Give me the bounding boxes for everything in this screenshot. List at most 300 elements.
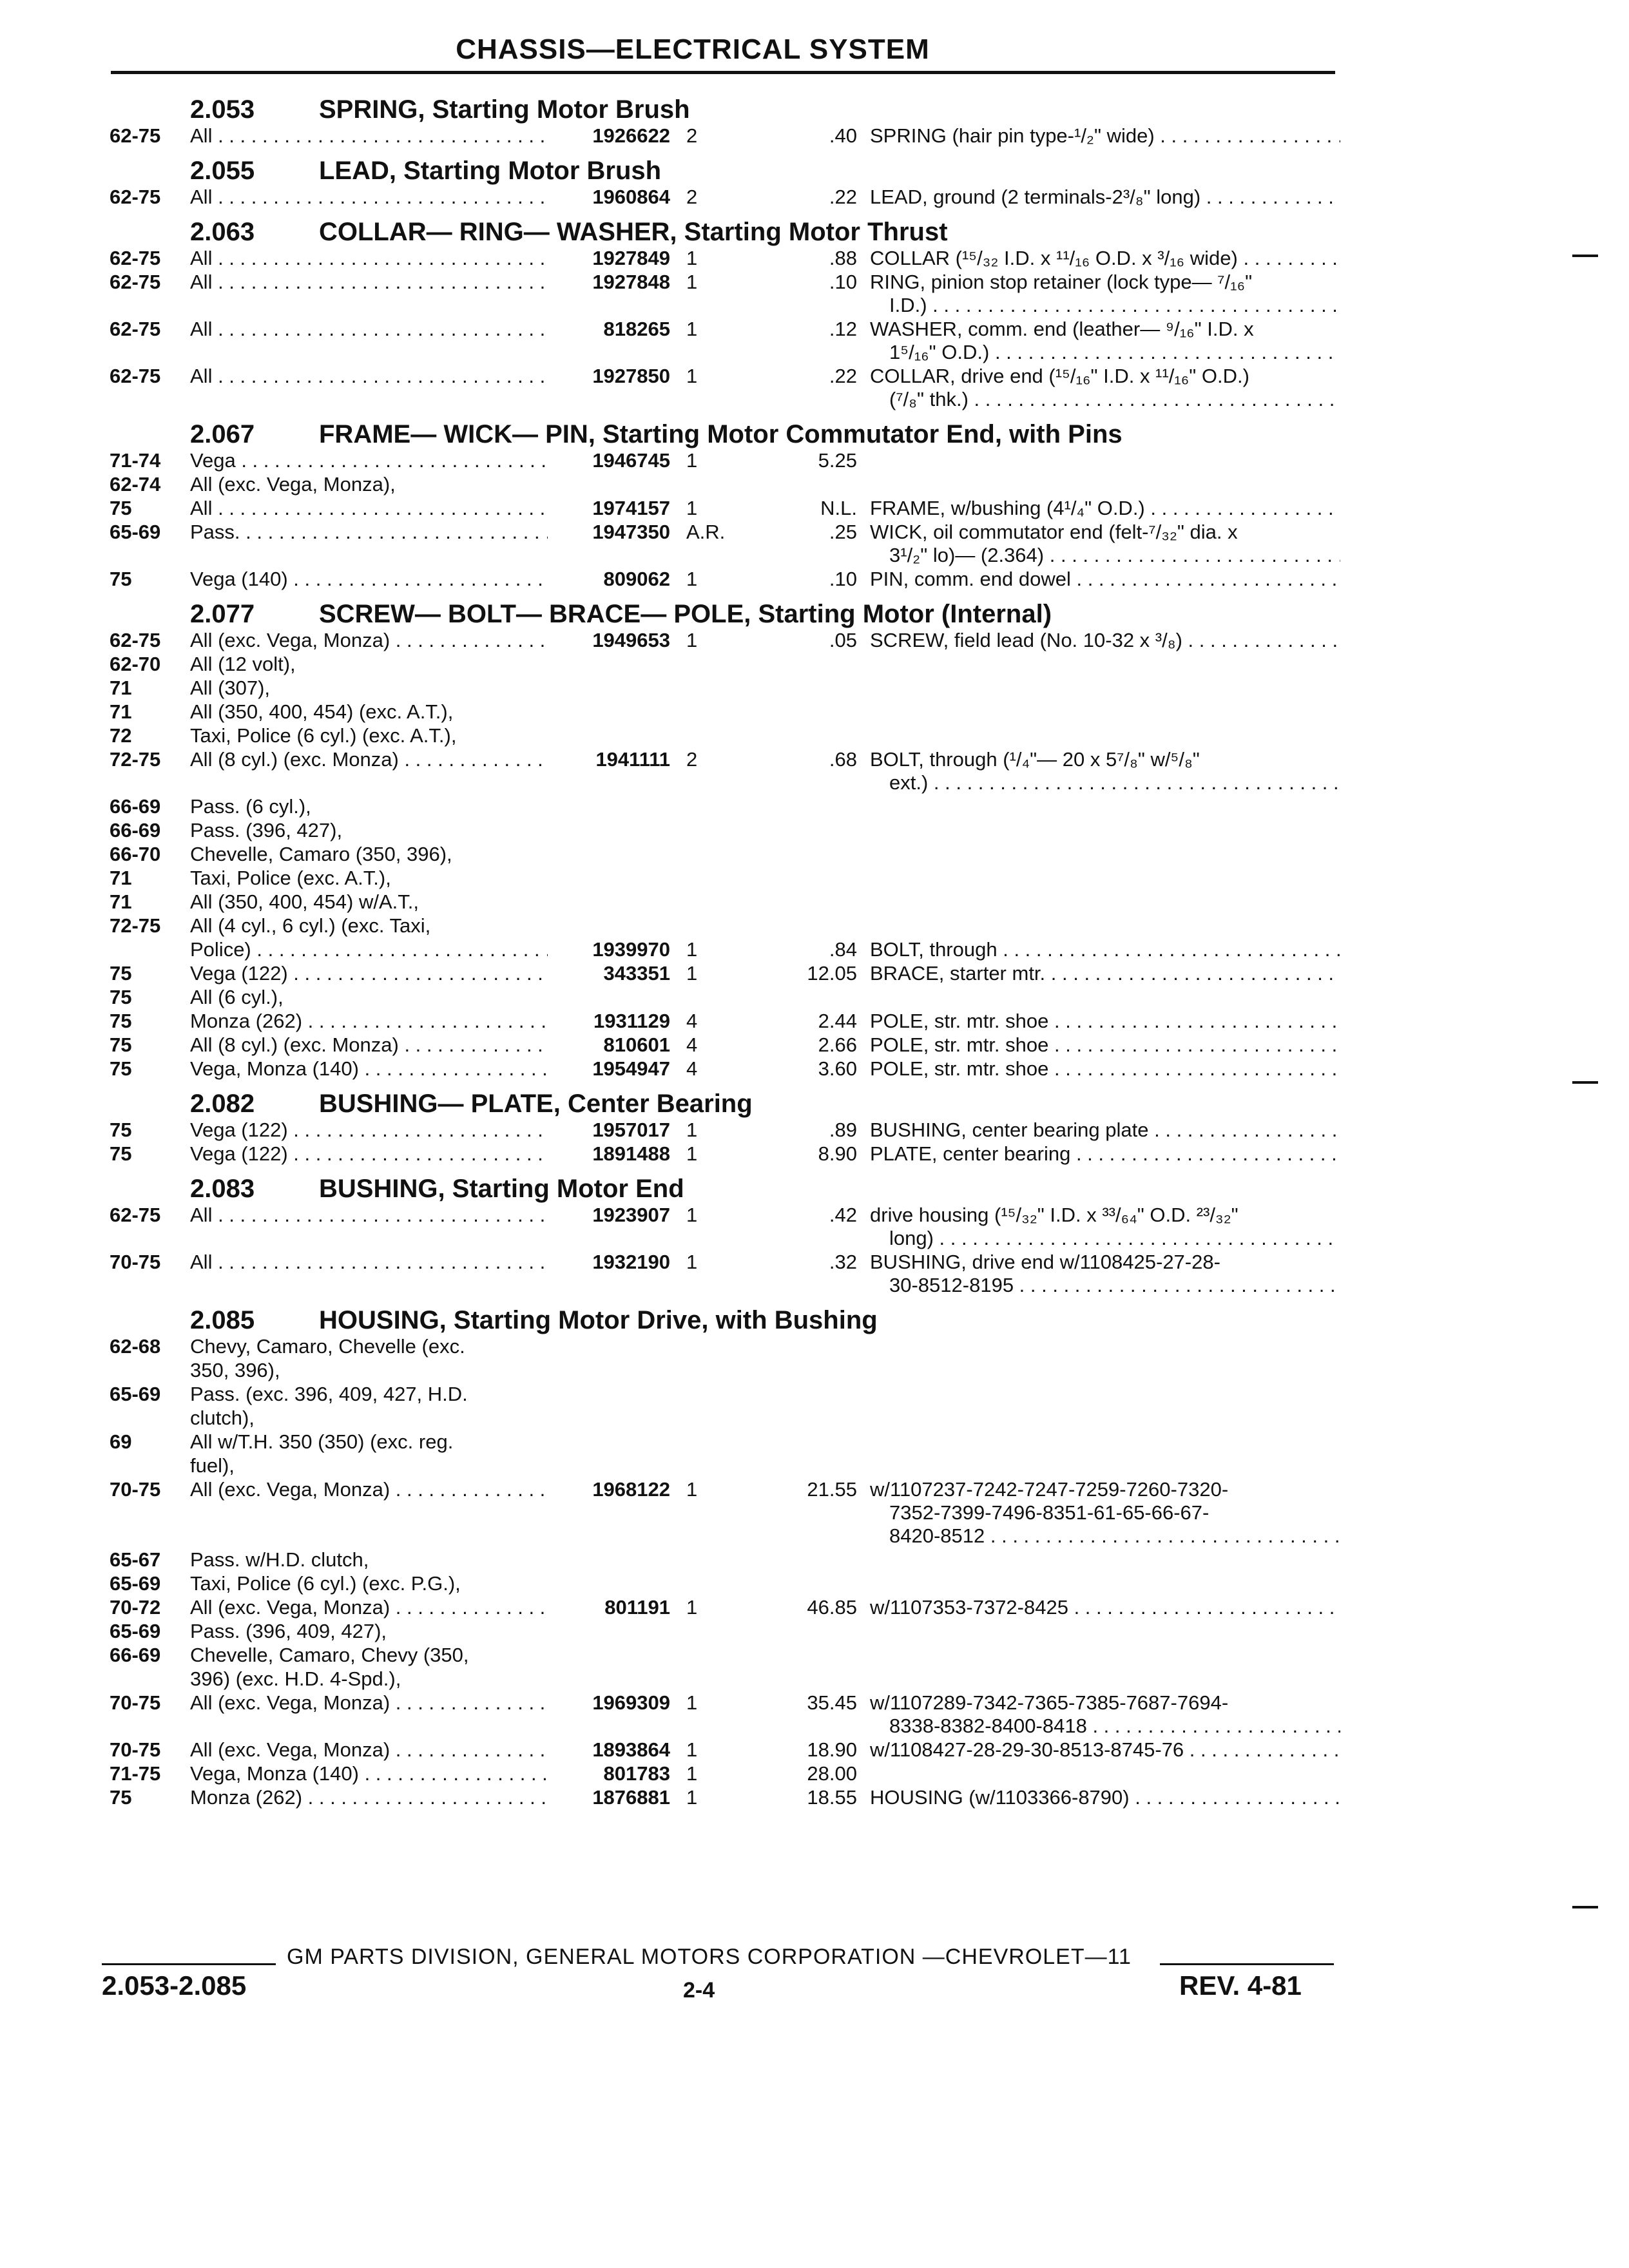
model-years: 62-75	[110, 629, 161, 651]
description: WICK, oil commutator end (felt-⁷/₃₂" dia. x	[870, 521, 1238, 543]
model-years: 70-75	[110, 1738, 161, 1761]
application: All . . .	[190, 271, 548, 294]
price: .88	[829, 247, 857, 269]
application: All . . .	[190, 365, 548, 388]
application: Taxi, Police (6 cyl.) (exc. A.T.),	[190, 724, 457, 747]
price: .22	[829, 186, 857, 208]
application: fuel),	[190, 1454, 235, 1477]
price: 35.45	[807, 1691, 857, 1714]
application: Vega (122) . . .	[190, 1142, 548, 1166]
model-years: 75	[110, 497, 132, 519]
model-years: 71	[110, 677, 132, 699]
table-row	[103, 449, 1340, 473]
quantity: 1	[686, 1251, 698, 1273]
model-years: 65-69	[110, 1383, 161, 1405]
price: .89	[829, 1119, 857, 1141]
part-number: 809062	[603, 568, 670, 590]
application: Monza (262) . . .	[190, 1786, 548, 1809]
parts-section	[103, 1298, 1340, 1810]
footer-page-number: 2-4	[683, 1978, 715, 2003]
quantity: 2	[686, 748, 698, 771]
table-row	[103, 1478, 1340, 1548]
margin-mark	[1572, 1906, 1598, 1908]
part-number: 1960864	[592, 186, 670, 208]
description: BOLT, through . . .	[870, 938, 1340, 961]
table-row	[103, 653, 1340, 677]
table-row	[103, 1430, 1340, 1454]
model-years: 71	[110, 700, 132, 723]
footer-rule-left	[102, 1963, 276, 1965]
table-row	[103, 365, 1340, 412]
margin-mark	[1572, 255, 1598, 257]
table-row	[103, 724, 1340, 748]
application: Taxi, Police (6 cyl.) (exc. P.G.),	[190, 1572, 461, 1595]
application: Vega (140) . . .	[190, 568, 548, 591]
quantity: 1	[686, 1204, 698, 1226]
table-row	[103, 677, 1340, 700]
part-number: 1931129	[593, 1010, 670, 1032]
quantity: 1	[686, 1596, 698, 1619]
part-number: 810601	[603, 1033, 670, 1056]
table-row	[103, 124, 1340, 148]
table-row	[103, 819, 1340, 843]
part-number: 1947350	[592, 521, 670, 543]
price: 3.60	[818, 1057, 857, 1080]
section-heading	[103, 1298, 1340, 1335]
description: POLE, str. mtr. shoe . . .	[870, 1057, 1340, 1081]
section-number: 2.055	[190, 157, 255, 185]
application: Pass. w/H.D. clutch,	[190, 1548, 369, 1571]
table-row	[103, 1738, 1340, 1762]
table-row	[103, 1691, 1340, 1738]
table-row	[103, 1033, 1340, 1057]
application: All . . .	[190, 318, 548, 341]
application: All (exc. Vega, Monza) . . .	[190, 629, 548, 652]
description-continued: 1⁵/₁₆" O.D.) . . .	[889, 341, 1340, 364]
application: Pass. (6 cyl.),	[190, 795, 311, 818]
price: .32	[829, 1251, 857, 1273]
description: w/1108427-28-29-30-8513-8745-76 . . .	[870, 1738, 1340, 1762]
description: HOUSING (w/1103366-8790) . . .	[870, 1786, 1340, 1809]
model-years: 66-69	[110, 795, 161, 818]
parts-section	[103, 1081, 1340, 1166]
application: Pass. (396, 409, 427),	[190, 1620, 387, 1642]
description-continued: I.D.) . . .	[889, 294, 1340, 317]
quantity: 2	[686, 124, 698, 147]
part-number: 1957017	[592, 1119, 670, 1141]
quantity: 4	[686, 1057, 698, 1080]
application: Vega, Monza (140) . . .	[190, 1057, 548, 1081]
part-number: 818265	[603, 318, 670, 340]
section-heading	[103, 591, 1340, 629]
table-row	[103, 1359, 1340, 1383]
application: All . . .	[190, 1204, 548, 1227]
part-number: 1923907	[592, 1204, 670, 1226]
quantity: 1	[686, 318, 698, 340]
table-row	[103, 986, 1340, 1010]
description: BOLT, through (¹/₄"— 20 x 5⁷/₈" w/⁵/₈"	[870, 748, 1200, 771]
application: Monza (262) . . .	[190, 1010, 548, 1033]
part-number: 1939970	[592, 938, 670, 961]
model-years: 75	[110, 1033, 132, 1056]
table-row	[103, 748, 1340, 795]
table-row	[103, 1644, 1340, 1667]
application: All . . .	[190, 247, 548, 270]
application: All (8 cyl.) (exc. Monza) . . .	[190, 1033, 548, 1057]
quantity: 4	[686, 1010, 698, 1032]
part-number: 1927850	[592, 365, 670, 387]
description-continued: long) . . .	[889, 1227, 1340, 1250]
application: All . . .	[190, 186, 548, 209]
application: All (exc. Vega, Monza) . . .	[190, 1478, 548, 1501]
part-number: 1876881	[592, 1786, 670, 1809]
part-number: 1968122	[592, 1478, 670, 1501]
description: SCREW, field lead (No. 10-32 x ³/₈) . . .	[870, 629, 1340, 652]
section-title: SCREW— BOLT— BRACE— POLE, Starting Motor (Internal)	[319, 600, 1052, 628]
application: Taxi, Police (exc. A.T.),	[190, 867, 391, 889]
application: All (12 volt),	[190, 653, 296, 675]
part-number: 1949653	[592, 629, 670, 651]
quantity: 4	[686, 1033, 698, 1056]
model-years: 75	[110, 1119, 132, 1141]
price: .40	[829, 124, 857, 147]
price: N.L.	[820, 497, 857, 519]
price: 28.00	[807, 1762, 857, 1785]
model-years: 75	[110, 1057, 132, 1080]
model-years: 75	[110, 1142, 132, 1165]
application: Vega . . .	[190, 449, 548, 472]
application: Chevy, Camaro, Chevelle (exc.	[190, 1335, 465, 1358]
table-row	[103, 1454, 1340, 1478]
section-title: LEAD, Starting Motor Brush	[319, 157, 662, 185]
application: Vega, Monza (140) . . .	[190, 1762, 548, 1785]
application: All (307),	[190, 677, 271, 699]
model-years: 62-68	[110, 1335, 161, 1358]
part-number: 1954947	[592, 1057, 670, 1080]
table-row	[103, 700, 1340, 724]
model-years: 65-67	[110, 1548, 161, 1571]
quantity: 1	[686, 568, 698, 590]
price: 12.05	[807, 962, 857, 985]
model-years: 66-69	[110, 819, 161, 841]
description-continued: ext.) . . .	[889, 771, 1340, 794]
model-years: 62-75	[110, 318, 161, 340]
table-row	[103, 914, 1340, 938]
table-row	[103, 890, 1340, 914]
table-row	[103, 962, 1340, 986]
application: Pass. (exc. 396, 409, 427, H.D.	[190, 1383, 468, 1405]
application: All (350, 400, 454) w/A.T.,	[190, 890, 419, 913]
model-years: 62-74	[110, 473, 161, 495]
section-number: 2.085	[190, 1306, 255, 1334]
quantity: 1	[686, 962, 698, 985]
table-row	[103, 1010, 1340, 1033]
model-years: 62-75	[110, 365, 161, 387]
application: All . . .	[190, 1251, 548, 1274]
model-years: 72-75	[110, 748, 161, 771]
section-heading	[103, 412, 1340, 449]
table-row	[103, 473, 1340, 497]
part-number: 343351	[603, 962, 670, 985]
application: clutch),	[190, 1407, 255, 1429]
model-years: 75	[110, 1010, 132, 1032]
quantity: A.R.	[686, 521, 726, 543]
model-years: 71	[110, 890, 132, 913]
price: .68	[829, 748, 857, 771]
quantity: 1	[686, 497, 698, 519]
application: Pass. (396, 427),	[190, 819, 343, 841]
quantity: 1	[686, 938, 698, 961]
part-number: 1946745	[592, 449, 670, 472]
table-row	[103, 497, 1340, 521]
model-years: 62-75	[110, 186, 161, 208]
application: All (6 cyl.),	[190, 986, 284, 1008]
description: POLE, str. mtr. shoe . . .	[870, 1010, 1340, 1033]
page-title: CHASSIS—ELECTRICAL SYSTEM	[456, 34, 930, 65]
description: BUSHING, center bearing plate . . .	[870, 1119, 1340, 1142]
price: .05	[829, 629, 857, 651]
model-years: 62-75	[110, 124, 161, 147]
table-row	[103, 1204, 1340, 1251]
model-years: 62-75	[110, 247, 161, 269]
price: .22	[829, 365, 857, 387]
section-heading	[103, 1081, 1340, 1119]
description: POLE, str. mtr. shoe . . .	[870, 1033, 1340, 1057]
model-years: 69	[110, 1430, 132, 1453]
table-row	[103, 318, 1340, 365]
table-row	[103, 795, 1340, 819]
price: 21.55	[807, 1478, 857, 1501]
table-row	[103, 1548, 1340, 1572]
price: 2.66	[818, 1033, 857, 1056]
part-number: 1926622	[592, 124, 670, 147]
parts-section	[103, 209, 1340, 412]
parts-section	[103, 412, 1340, 591]
application: All (exc. Vega, Monza) . . .	[190, 1596, 548, 1619]
price: .25	[829, 521, 857, 543]
table-row	[103, 938, 1340, 962]
description: w/1107289-7342-7365-7385-7687-7694-	[870, 1691, 1229, 1714]
part-number: 1893864	[592, 1738, 670, 1761]
footer-rule-right	[1160, 1963, 1334, 1965]
application: All (4 cyl., 6 cyl.) (exc. Taxi,	[190, 914, 431, 937]
quantity: 1	[686, 1142, 698, 1165]
section-number: 2.063	[190, 218, 255, 246]
section-number: 2.067	[190, 420, 255, 448]
table-row	[103, 1142, 1340, 1166]
table-row	[103, 1057, 1340, 1081]
price: 18.90	[807, 1738, 857, 1761]
description: RING, pinion stop retainer (lock type— ⁷/₁₆"	[870, 271, 1253, 293]
price: .10	[829, 568, 857, 590]
quantity: 1	[686, 1762, 698, 1785]
model-years: 75	[110, 568, 132, 590]
section-title: BUSHING— PLATE, Center Bearing	[319, 1090, 753, 1118]
section-number: 2.082	[190, 1090, 255, 1118]
model-years: 75	[110, 986, 132, 1008]
description: SPRING (hair pin type-¹/₂" wide) . . .	[870, 124, 1340, 148]
parts-section	[103, 1166, 1340, 1298]
model-years: 70-75	[110, 1691, 161, 1714]
price: .10	[829, 271, 857, 293]
section-number: 2.053	[190, 95, 255, 124]
application: Chevelle, Camaro, Chevy (350,	[190, 1644, 469, 1666]
table-row	[103, 1251, 1340, 1298]
description: FRAME, w/bushing (4¹/₄" O.D.) . . .	[870, 497, 1340, 520]
table-row	[103, 1335, 1340, 1359]
quantity: 1	[686, 1119, 698, 1141]
part-number: 801191	[604, 1596, 670, 1619]
section-heading	[103, 1166, 1340, 1204]
footer-revision: REV. 4-81	[1179, 1970, 1302, 2001]
application: Vega (122) . . .	[190, 962, 548, 985]
model-years: 62-75	[110, 271, 161, 293]
parts-list	[103, 87, 1340, 1810]
description: PLATE, center bearing . . .	[870, 1142, 1340, 1166]
part-number: 1932190	[592, 1251, 670, 1273]
part-number: 1969309	[592, 1691, 670, 1714]
price: 18.55	[807, 1786, 857, 1809]
model-years: 62-75	[110, 1204, 161, 1226]
application: Pass. . . .	[190, 521, 548, 544]
description: COLLAR, drive end (¹⁵/₁₆" I.D. x ¹¹/₁₆" O.D.)	[870, 365, 1249, 387]
description: w/1107353-7372-8425 . . .	[870, 1596, 1340, 1619]
description: PIN, comm. end dowel . . .	[870, 568, 1340, 591]
price: .12	[829, 318, 857, 340]
table-row	[103, 1786, 1340, 1810]
application: All . . .	[190, 124, 548, 148]
table-row	[103, 1596, 1340, 1620]
section-title: SPRING, Starting Motor Brush	[319, 95, 690, 124]
description: WASHER, comm. end (leather— ⁹/₁₆" I.D. x	[870, 318, 1254, 340]
model-years: 72	[110, 724, 132, 747]
model-years: 70-72	[110, 1596, 161, 1619]
description-continued: 8338-8382-8400-8418 . . .	[889, 1715, 1340, 1738]
part-number: 1891488	[592, 1142, 670, 1165]
application: All (8 cyl.) (exc. Monza) . . .	[190, 748, 548, 771]
table-row	[103, 629, 1340, 653]
price: 5.25	[818, 449, 857, 472]
model-years: 75	[110, 962, 132, 985]
parts-section	[103, 148, 1340, 209]
part-number: 1927849	[592, 247, 670, 269]
parts-section	[103, 591, 1340, 1081]
description-continued: (⁷/₈" thk.) . . .	[889, 388, 1340, 411]
section-heading	[103, 87, 1340, 124]
price: .42	[829, 1204, 857, 1226]
quantity: 1	[686, 365, 698, 387]
application: All . . .	[190, 497, 548, 520]
section-title: FRAME— WICK— PIN, Starting Motor Commutator End, with Pins	[319, 420, 1123, 448]
description-continued: 3¹/₂" lo)— (2.364) . . .	[889, 544, 1340, 567]
model-years: 66-70	[110, 843, 161, 865]
quantity: 1	[686, 1691, 698, 1714]
description-continued: 30-8512-8195 . . .	[889, 1274, 1340, 1297]
model-years: 65-69	[110, 1620, 161, 1642]
description: COLLAR (¹⁵/₃₂ I.D. x ¹¹/₁₆ O.D. x ³/₁₆ wide) . . .	[870, 247, 1340, 270]
model-years: 75	[110, 1786, 132, 1809]
description: w/1107237-7242-7247-7259-7260-7320-	[870, 1478, 1229, 1501]
quantity: 1	[686, 449, 698, 472]
title-rule	[111, 71, 1335, 74]
price: 8.90	[818, 1142, 857, 1165]
description: BRACE, starter mtr. . . .	[870, 962, 1340, 985]
section-title: BUSHING, Starting Motor End	[319, 1175, 684, 1203]
section-heading	[103, 209, 1340, 247]
application: All (350, 400, 454) (exc. A.T.),	[190, 700, 454, 723]
description: drive housing (¹⁵/₃₂" I.D. x ³³/₆₄" O.D. ²³/₃₂"	[870, 1204, 1239, 1226]
description: LEAD, ground (2 terminals-2³/₈" long) . . .	[870, 186, 1340, 209]
quantity: 1	[686, 1478, 698, 1501]
application: Police) . . .	[190, 938, 548, 961]
description: BUSHING, drive end w/1108425-27-28-	[870, 1251, 1220, 1273]
price: 46.85	[807, 1596, 857, 1619]
description-continued: 7352-7399-7496-8351-61-65-66-67-	[889, 1501, 1210, 1524]
part-number: 801783	[603, 1762, 670, 1785]
application: Vega (122) . . .	[190, 1119, 548, 1142]
price: .84	[829, 938, 857, 961]
table-row	[103, 867, 1340, 890]
table-row	[103, 521, 1340, 568]
section-title: HOUSING, Starting Motor Drive, with Bushing	[319, 1306, 878, 1334]
table-row	[103, 1407, 1340, 1430]
price: 2.44	[818, 1010, 857, 1032]
table-row	[103, 1119, 1340, 1142]
quantity: 1	[686, 271, 698, 293]
table-row	[103, 1383, 1340, 1407]
model-years: 70-75	[110, 1478, 161, 1501]
model-years: 71-75	[110, 1762, 161, 1785]
footer-section-range: 2.053-2.085	[102, 1970, 247, 2001]
section-number: 2.083	[190, 1175, 255, 1203]
application: 396) (exc. H.D. 4-Spd.),	[190, 1667, 401, 1690]
margin-mark	[1572, 1081, 1598, 1084]
table-row	[103, 186, 1340, 209]
model-years: 65-69	[110, 521, 161, 543]
application: All (exc. Vega, Monza) . . .	[190, 1738, 548, 1762]
part-number: 1927848	[592, 271, 670, 293]
section-heading	[103, 148, 1340, 186]
application: All w/T.H. 350 (350) (exc. reg.	[190, 1430, 454, 1453]
application: All (exc. Vega, Monza) . . .	[190, 1691, 548, 1715]
table-row	[103, 271, 1340, 318]
model-years: 71-74	[110, 449, 161, 472]
quantity: 1	[686, 1786, 698, 1809]
table-row	[103, 247, 1340, 271]
part-number: 1974157	[592, 497, 670, 519]
application: 350, 396),	[190, 1359, 280, 1381]
quantity: 1	[686, 1738, 698, 1761]
table-row	[103, 843, 1340, 867]
parts-section	[103, 87, 1340, 148]
description-continued: 8420-8512 . . .	[889, 1524, 1340, 1548]
section-title: COLLAR— RING— WASHER, Starting Motor Thrust	[319, 218, 948, 246]
section-number: 2.077	[190, 600, 255, 628]
application: All (exc. Vega, Monza),	[190, 473, 396, 495]
table-row	[103, 1572, 1340, 1596]
quantity: 1	[686, 247, 698, 269]
part-number: 1941111	[595, 748, 670, 771]
model-years: 70-75	[110, 1251, 161, 1273]
table-row	[103, 568, 1340, 591]
model-years: 66-69	[110, 1644, 161, 1666]
model-years: 65-69	[110, 1572, 161, 1595]
quantity: 1	[686, 629, 698, 651]
quantity: 2	[686, 186, 698, 208]
footer-publisher: GM PARTS DIVISION, GENERAL MOTORS CORPORATION —CHEVROLET—11	[287, 1945, 1132, 1969]
model-years: 71	[110, 867, 132, 889]
table-row	[103, 1762, 1340, 1786]
